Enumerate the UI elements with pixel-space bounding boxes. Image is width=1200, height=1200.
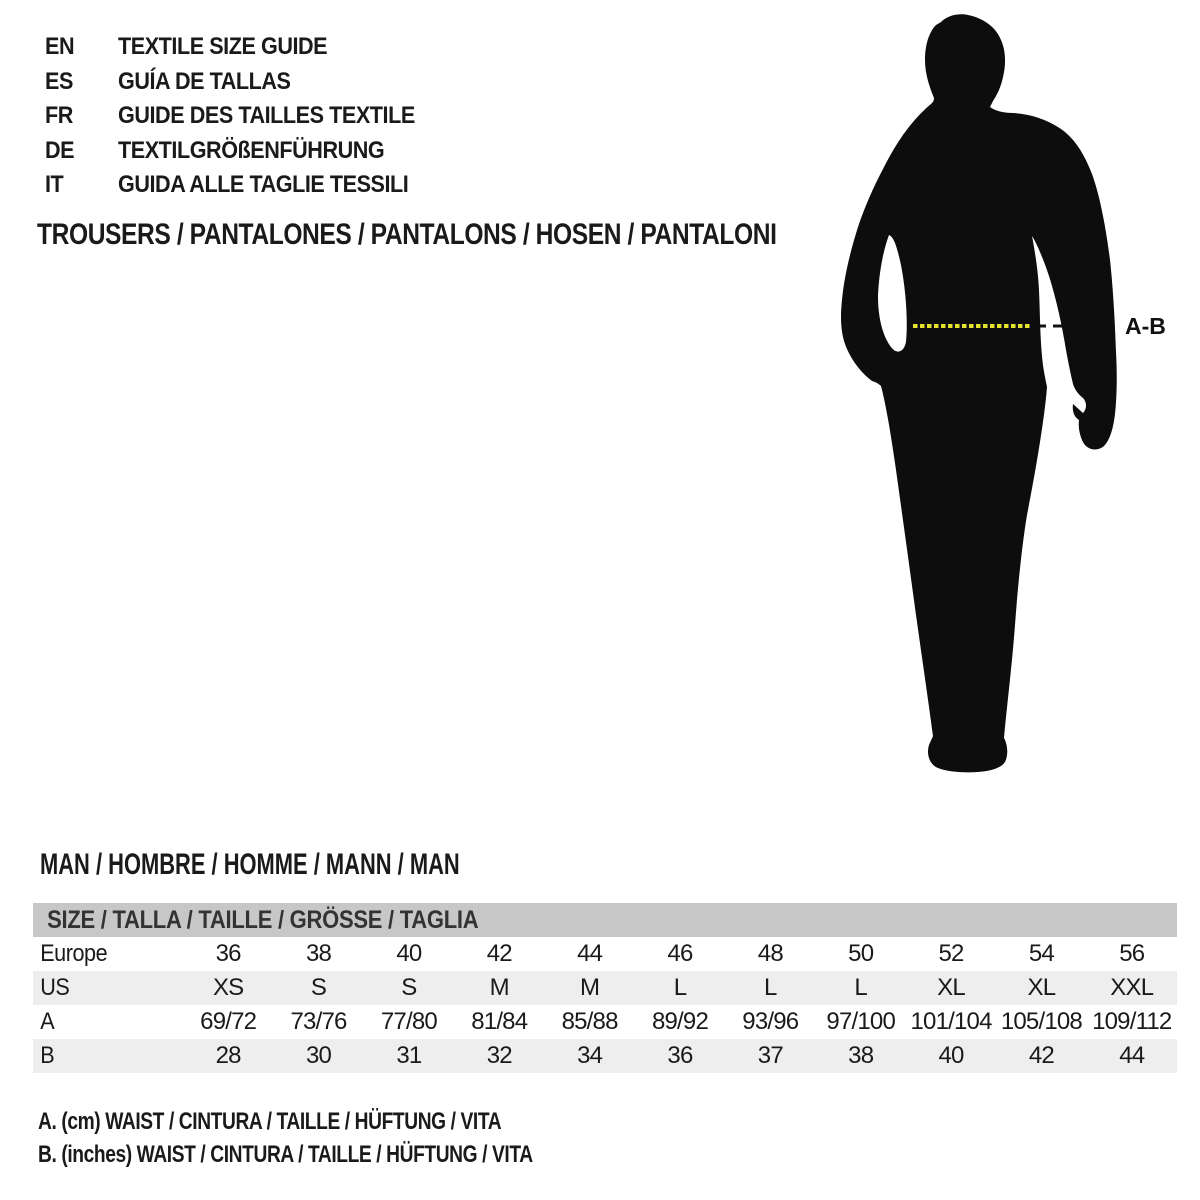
size-cell: 42 — [486, 940, 512, 967]
size-cell: 48 — [757, 940, 783, 967]
lang-code: FR — [45, 102, 73, 130]
lang-label: GUIDE DES TAILLES TEXTILE — [118, 102, 415, 130]
size-cell: 85/88 — [561, 1008, 618, 1035]
size-cell: 38 — [848, 1042, 874, 1069]
size-cell: 40 — [396, 940, 422, 967]
size-cell: 42 — [1028, 1042, 1054, 1069]
silhouette-path — [841, 14, 1117, 772]
size-table-header — [33, 903, 1177, 937]
lang-row-es — [45, 65, 448, 100]
size-cell: 44 — [577, 940, 603, 967]
size-cell: 54 — [1028, 940, 1054, 967]
lang-label: GUÍA DE TALLAS — [118, 67, 291, 95]
size-cell: XL — [937, 974, 965, 1001]
size-cell: S — [401, 974, 417, 1001]
size-cell: 40 — [938, 1042, 964, 1069]
language-list — [45, 30, 448, 203]
size-cell: 46 — [667, 940, 693, 967]
size-table — [33, 903, 1177, 1073]
lang-code: EN — [45, 33, 75, 61]
measure-label: A-B — [1125, 313, 1166, 339]
lang-row-en — [45, 30, 448, 65]
lang-code: IT — [45, 171, 64, 199]
size-cell: M — [580, 974, 600, 1001]
size-cell: 69/72 — [200, 1008, 257, 1035]
size-cell: 81/84 — [471, 1008, 528, 1035]
size-cell: 50 — [848, 940, 874, 967]
lang-label: GUIDA ALLE TAGLIE TESSILI — [118, 171, 409, 199]
size-cell: 38 — [305, 940, 332, 967]
size-cell: XS — [212, 974, 244, 1001]
size-cell: 52 — [938, 940, 964, 967]
size-cell: XXL — [1110, 974, 1154, 1001]
size-cell: 28 — [215, 1042, 241, 1069]
size-cell: XL — [1027, 974, 1056, 1001]
size-cell: L — [673, 974, 687, 1001]
size-cell: S — [310, 974, 327, 1001]
size-cell: 89/92 — [651, 1008, 708, 1035]
size-table-header-label: SIZE / TALLA / TAILLE / GRÖSSE / TAGLIA — [47, 905, 479, 934]
lang-row-de — [45, 134, 448, 169]
table-row-b-inches — [33, 1039, 1177, 1073]
lang-row-fr — [45, 99, 448, 134]
man-silhouette-svg — [820, 0, 1200, 790]
size-cell: 101/104 — [910, 1008, 992, 1035]
size-cell: 34 — [577, 1042, 603, 1069]
size-cell: L — [764, 974, 777, 1001]
size-cell: 37 — [757, 1042, 783, 1069]
size-cell: 44 — [1119, 1042, 1145, 1069]
size-cell: 93/96 — [742, 1008, 799, 1035]
lang-label: TEXTILGRÖßENFÜHRUNG — [118, 136, 385, 164]
size-cell: 31 — [396, 1042, 422, 1069]
lang-row-it — [45, 168, 448, 203]
size-cell: 73/76 — [290, 1008, 347, 1035]
size-cell: 97/100 — [826, 1008, 895, 1035]
lang-label: TEXTILE SIZE GUIDE — [118, 33, 328, 61]
lang-code: ES — [45, 67, 73, 95]
size-cell: 77/80 — [380, 1008, 437, 1035]
row-label: A — [40, 1008, 55, 1035]
size-cell: L — [854, 974, 867, 1001]
row-label: Europe — [40, 940, 108, 967]
size-cell: 109/112 — [1092, 1008, 1172, 1035]
man-figure — [820, 0, 1200, 790]
row-label: US — [40, 974, 70, 1001]
size-cell: 30 — [305, 1042, 332, 1069]
size-cell: 36 — [215, 940, 241, 967]
footnote-a: A. (cm) WAIST / CINTURA / TAILLE / HÜFTUNG / VITA — [38, 1108, 502, 1135]
table-row-a-cm — [33, 1005, 1177, 1039]
size-cell: 56 — [1119, 940, 1145, 967]
row-label: B — [40, 1042, 55, 1069]
size-cell: 36 — [667, 1042, 693, 1069]
size-cell: M — [489, 974, 509, 1001]
category-heading: TROUSERS / PANTALONES / PANTALONS / HOSEN / PANTALONI — [37, 218, 777, 251]
table-row-us — [33, 971, 1177, 1005]
footnotes — [38, 1105, 656, 1171]
table-row-europe — [33, 937, 1177, 971]
section-heading: MAN / HOMBRE / HOMME / MANN / MAN — [40, 848, 460, 881]
footnote-b: B. (inches) WAIST / CINTURA / TAILLE / HÜFTUNG / VITA — [38, 1141, 533, 1168]
size-cell: 105/108 — [1000, 1008, 1082, 1035]
lang-code: DE — [45, 136, 75, 164]
size-cell: 32 — [486, 1042, 512, 1069]
